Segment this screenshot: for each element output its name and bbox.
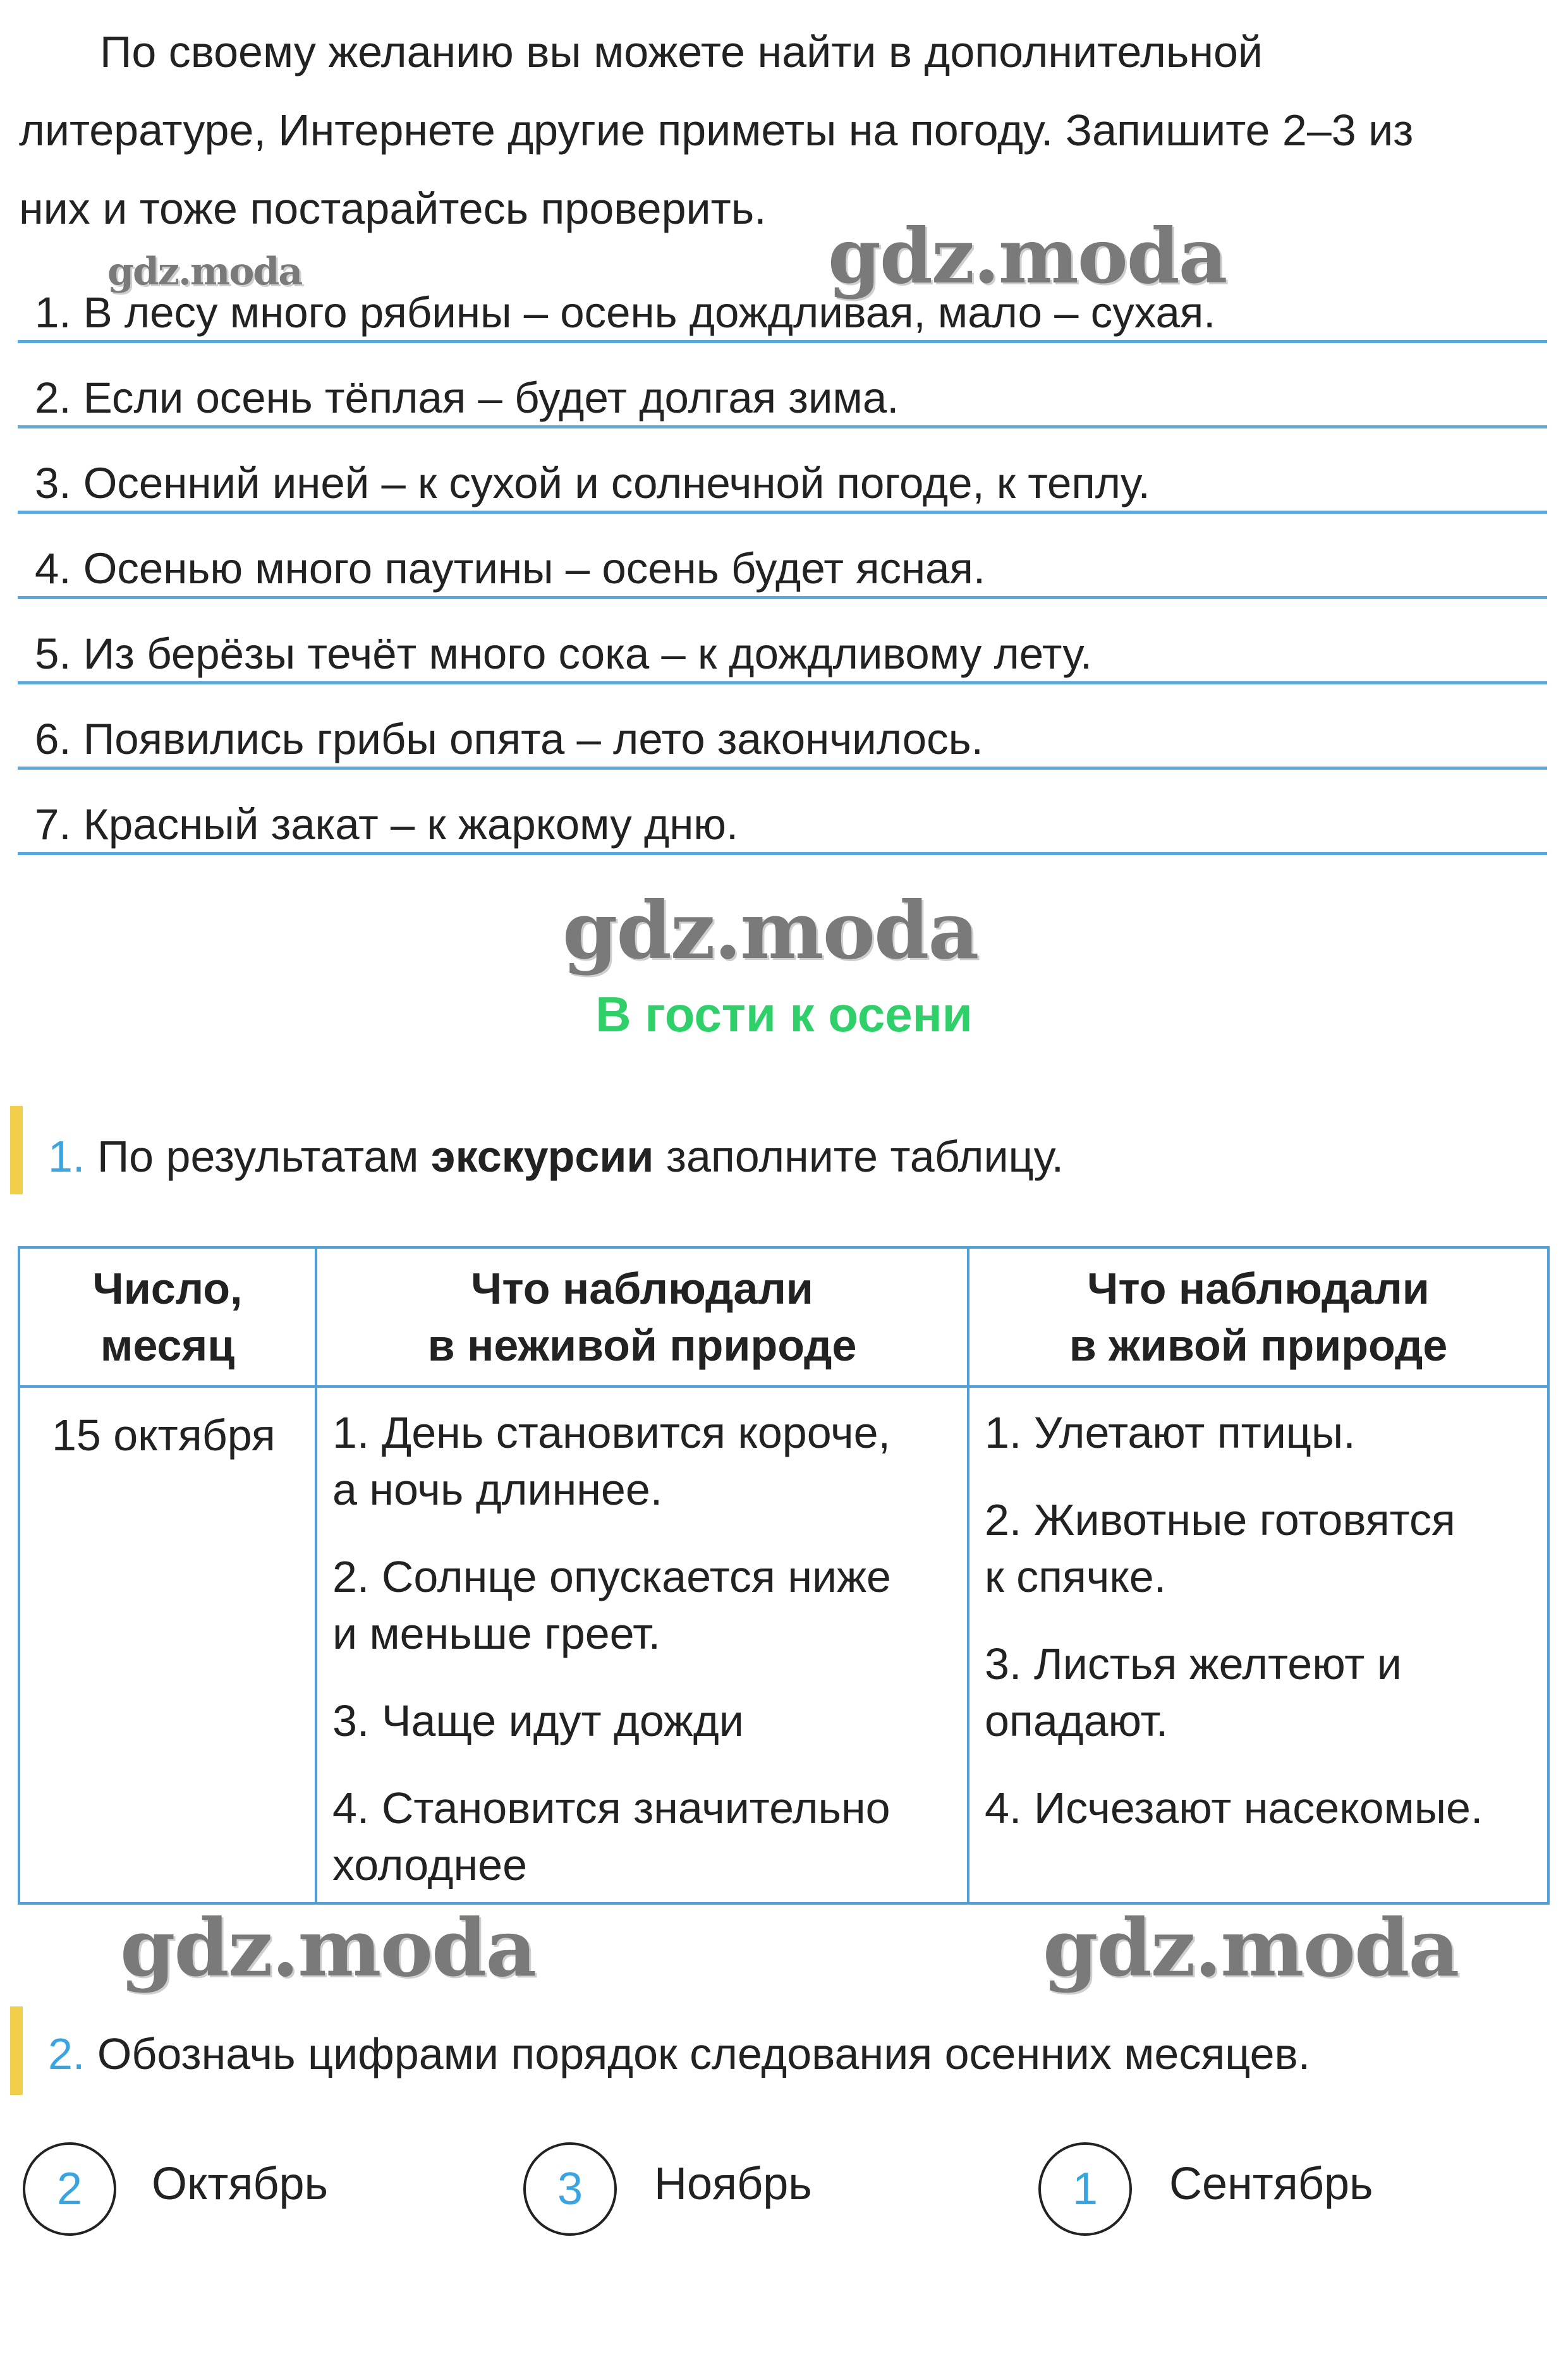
observation-item: 2. Солнце опускается ниже и меньше греет. bbox=[332, 1552, 891, 1658]
observation-item: 1. День становится короче, а ночь длиннее. bbox=[332, 1408, 890, 1514]
month-label: Ноябрь bbox=[654, 2159, 812, 2209]
rule-line bbox=[18, 767, 1547, 770]
watermark: gdz.moda bbox=[828, 212, 1227, 301]
rule-line bbox=[18, 596, 1547, 599]
observation-item: 1. Улетают птицы. bbox=[985, 1408, 1356, 1457]
rule-line bbox=[18, 340, 1547, 343]
month-label: Октябрь bbox=[152, 2159, 329, 2209]
rule-line bbox=[18, 852, 1547, 855]
order-circle: 3 bbox=[523, 2142, 617, 2236]
sign-item: 4. Осенью много паутины – осень будет ясная. bbox=[35, 544, 986, 593]
rule-line bbox=[18, 511, 1547, 514]
table-row bbox=[19, 1386, 1548, 1903]
task-number: 1. bbox=[48, 1132, 85, 1181]
sign-item: 6. Появились грибы опята – лето закончилось. bbox=[35, 715, 983, 763]
rule-line bbox=[18, 681, 1547, 684]
intro-line: По своему желанию вы можете найти в дополнительной bbox=[100, 27, 1263, 76]
task2-text: 2. Обозначь цифрами порядок следования осенних месяцев. bbox=[48, 2029, 1311, 2078]
rule-line bbox=[18, 425, 1547, 428]
task-marker bbox=[10, 1106, 23, 1194]
order-circle: 2 bbox=[23, 2142, 116, 2236]
sign-item: 1. В лесу много рябины – осень дождливая, мало – сухая. bbox=[35, 288, 1216, 337]
sign-item: 5. Из берёзы течёт много сока – к дождливому лету. bbox=[35, 629, 1093, 678]
watermark: gdz.moda bbox=[107, 250, 302, 294]
sign-item: 3. Осенний иней – к сухой и солнечной погоде, к теплу. bbox=[35, 459, 1150, 507]
observation-item: 2. Животные готовятся к спячке. bbox=[985, 1495, 1456, 1601]
observation-item: 4. Становится значительно холоднее bbox=[332, 1783, 890, 1890]
month-label: Сентябрь bbox=[1169, 2159, 1373, 2209]
task-marker bbox=[10, 2006, 23, 2095]
order-circle: 1 bbox=[1038, 2142, 1132, 2236]
intro-line: них и тоже постарайтесь проверить. bbox=[19, 184, 767, 233]
observation-item: 4. Исчезают насекомые. bbox=[985, 1783, 1483, 1833]
observation-item: 3. Листья желтеют и опадают. bbox=[985, 1639, 1402, 1745]
header-living: Что наблюдали в живой природе bbox=[968, 1247, 1548, 1386]
table-header-row bbox=[19, 1247, 1548, 1386]
watermark: gdz.moda bbox=[1043, 1902, 1459, 1994]
intro-line: литературе, Интернете другие приметы на погоду. Запишите 2–3 из bbox=[19, 106, 1414, 155]
sign-item: 7. Красный закат – к жаркому дню. bbox=[35, 800, 739, 849]
watermark: gdz.moda bbox=[562, 885, 978, 977]
header-nonliving: Что наблюдали в неживой природе bbox=[316, 1247, 968, 1386]
header-date: Число, месяц bbox=[19, 1247, 316, 1386]
watermark: gdz.moda bbox=[120, 1902, 536, 1994]
cell-nonliving bbox=[316, 1386, 968, 1903]
task-number: 2. bbox=[48, 2029, 85, 2078]
observation-item: 3. Чаще идут дожди bbox=[332, 1696, 744, 1745]
cell-living bbox=[968, 1386, 1548, 1903]
task1-text: 1. По результатам экскурсии заполните таблицу. bbox=[48, 1132, 1064, 1181]
observation-table bbox=[18, 1246, 1550, 1905]
intro-paragraph bbox=[19, 13, 1548, 248]
section-title: В гости к осени bbox=[595, 986, 973, 1042]
sign-item: 2. Если осень тёплая – будет долгая зима. bbox=[35, 373, 899, 422]
cell-date: 15 октября bbox=[19, 1386, 316, 1903]
